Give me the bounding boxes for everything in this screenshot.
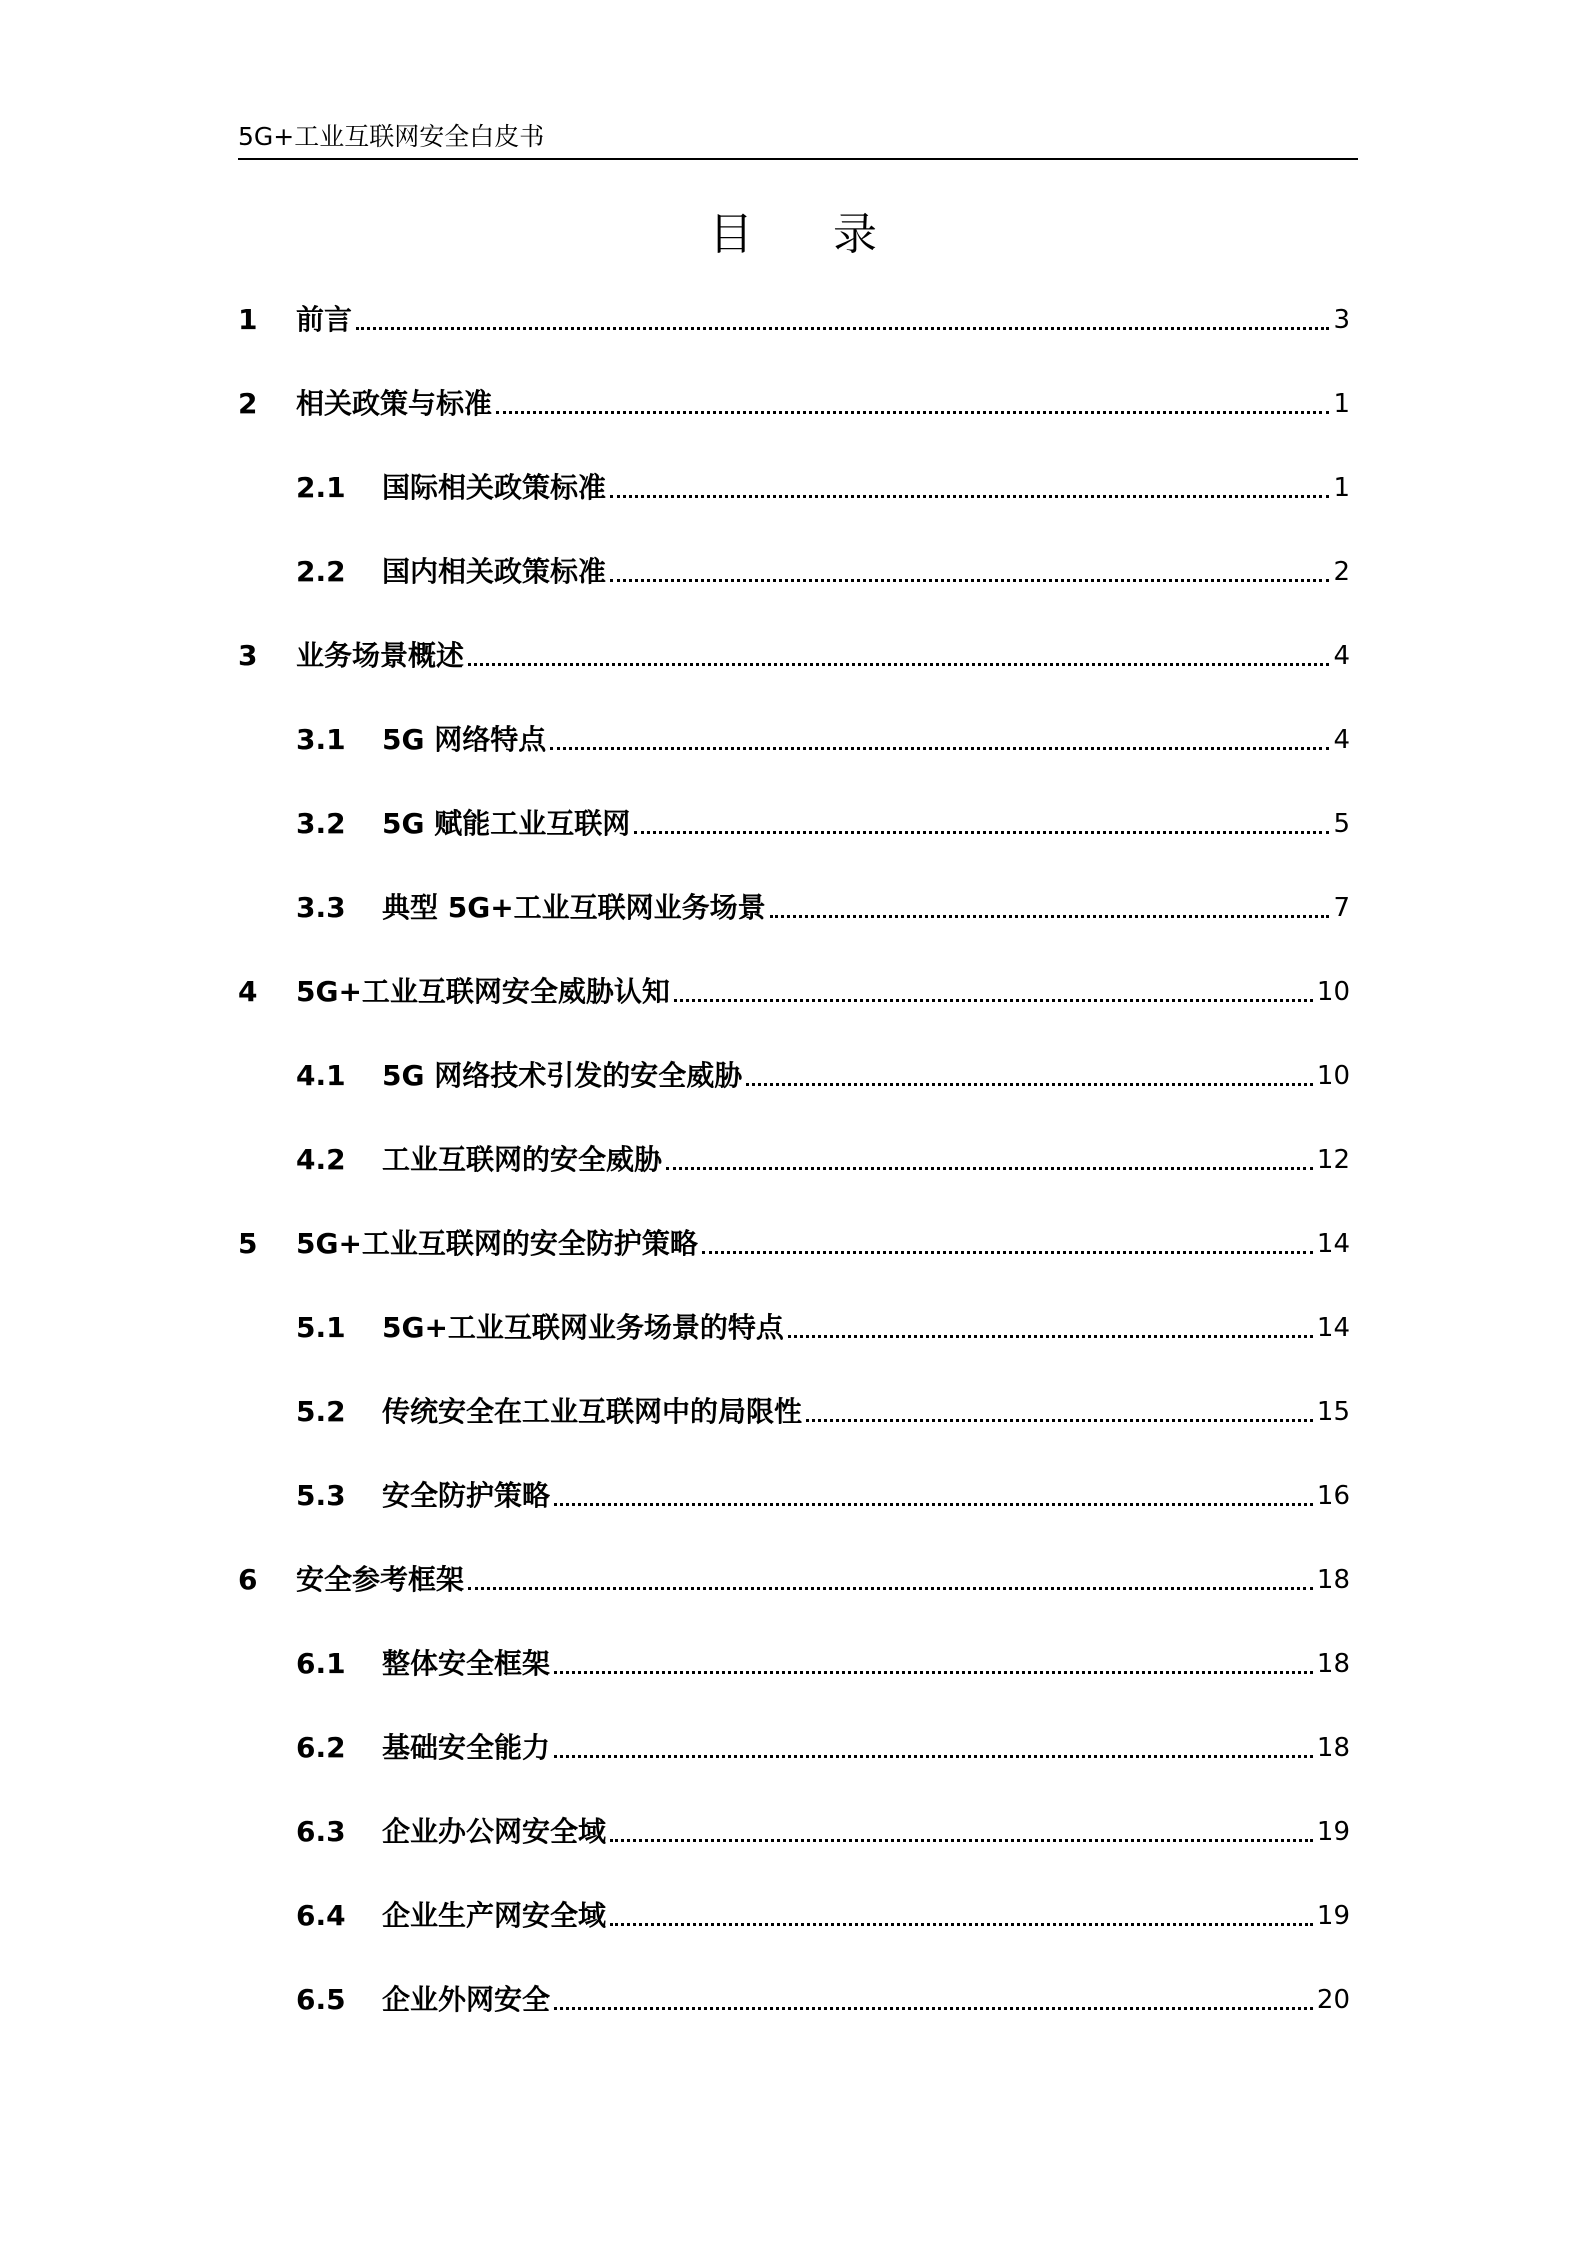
toc-entry[interactable]	[238, 636, 1350, 676]
toc-entry-page: 2	[1333, 557, 1350, 587]
toc-entry-number: 6.4	[296, 1899, 346, 1932]
toc-entry[interactable]	[238, 804, 1350, 844]
dot-leader	[468, 663, 1329, 666]
toc-entry[interactable]	[238, 468, 1350, 508]
toc-entry-number: 4	[238, 975, 258, 1008]
toc-entry-page: 18	[1316, 1733, 1350, 1763]
toc-entry[interactable]	[238, 552, 1350, 592]
dot-leader	[666, 1167, 1313, 1170]
toc-entry-label: 5G+工业互联网的安全防护策略	[296, 1227, 698, 1260]
toc-entry[interactable]	[238, 1056, 1350, 1096]
toc-entry-number: 3.2	[296, 807, 346, 840]
dot-leader	[554, 1755, 1313, 1758]
toc-entry-label: 业务场景概述	[296, 639, 465, 672]
toc-entry-label: 企业办公网安全域	[382, 1815, 607, 1848]
dot-leader	[806, 1419, 1313, 1422]
toc-entry[interactable]	[238, 300, 1350, 340]
toc-entry[interactable]	[238, 1308, 1350, 1348]
toc-entry-page: 16	[1316, 1481, 1350, 1511]
dot-leader	[770, 915, 1330, 918]
toc-entry-number: 6.5	[296, 1983, 346, 2016]
running-header-title: 5G+工业互联网安全白皮书	[238, 122, 545, 151]
toc-entry-page: 3	[1333, 305, 1350, 335]
toc-entry-page: 7	[1333, 893, 1350, 923]
toc-entry-page: 10	[1316, 977, 1350, 1007]
toc-entry[interactable]	[238, 720, 1350, 760]
toc-entry-page: 1	[1333, 473, 1350, 503]
dot-leader	[610, 495, 1329, 498]
toc-entry-number: 5.3	[296, 1479, 346, 1512]
toc-entry-page: 14	[1316, 1229, 1350, 1259]
toc-entry-page: 12	[1316, 1145, 1350, 1175]
toc-entry-label: 基础安全能力	[382, 1731, 551, 1764]
toc-entry-number: 2.1	[296, 471, 346, 504]
toc-entry-number: 2	[238, 387, 258, 420]
toc-entry[interactable]	[238, 384, 1350, 424]
toc-entry-label: 企业生产网安全域	[382, 1899, 607, 1932]
toc-entry-page: 4	[1333, 725, 1350, 755]
toc-entry-label: 安全参考框架	[296, 1563, 465, 1596]
toc-entry[interactable]	[238, 1644, 1350, 1684]
toc-entry[interactable]	[238, 1560, 1350, 1600]
toc-entry-page: 18	[1316, 1649, 1350, 1679]
toc-entry-label: 前言	[296, 303, 353, 336]
dot-leader	[674, 999, 1313, 1002]
dot-leader	[554, 2007, 1313, 2010]
dot-leader	[554, 1671, 1313, 1674]
toc-entry[interactable]	[238, 1896, 1350, 1936]
toc-entry-page: 1	[1333, 389, 1350, 419]
toc-entry[interactable]	[238, 1140, 1350, 1180]
dot-leader	[610, 1839, 1313, 1842]
toc-entry-number: 3.1	[296, 723, 346, 756]
toc-entry-label: 国际相关政策标准	[382, 471, 607, 504]
toc-entry-number: 6.3	[296, 1815, 346, 1848]
toc-title: 目录	[709, 209, 957, 260]
dot-leader	[610, 579, 1329, 582]
toc-entry-number: 4.1	[296, 1059, 346, 1092]
toc-entry-page: 15	[1316, 1397, 1350, 1427]
toc-entry[interactable]	[238, 888, 1350, 928]
dot-leader	[702, 1251, 1313, 1254]
toc-entry-label: 传统安全在工业互联网中的局限性	[382, 1395, 803, 1428]
toc-entry[interactable]	[238, 972, 1350, 1012]
toc-entry-number: 6.2	[296, 1731, 346, 1764]
toc-entry-label: 工业互联网的安全威胁	[382, 1143, 663, 1176]
dot-leader	[496, 411, 1329, 414]
toc-entry[interactable]	[238, 1392, 1350, 1432]
toc-entry-page: 4	[1333, 641, 1350, 671]
toc-entry-page: 19	[1316, 1817, 1350, 1847]
toc-entry-number: 6.1	[296, 1647, 346, 1680]
toc-entry-page: 5	[1333, 809, 1350, 839]
toc-entry-number: 5.2	[296, 1395, 346, 1428]
toc-entry-label: 5G 赋能工业互联网	[382, 807, 631, 840]
dot-leader	[634, 831, 1329, 834]
toc-entry-number: 4.2	[296, 1143, 346, 1176]
dot-leader	[788, 1335, 1313, 1338]
toc-entry-label: 安全防护策略	[382, 1479, 551, 1512]
dot-leader	[746, 1083, 1313, 1086]
toc-entry[interactable]	[238, 1224, 1350, 1264]
dot-leader	[468, 1587, 1313, 1590]
dot-leader	[554, 1503, 1313, 1506]
toc-entry-number: 3	[238, 639, 258, 672]
toc-entry-label: 典型 5G+工业互联网业务场景	[382, 891, 766, 924]
toc-entry-page: 18	[1316, 1565, 1350, 1595]
toc-entry-page: 14	[1316, 1313, 1350, 1343]
toc-entry-label: 5G 网络技术引发的安全威胁	[382, 1059, 743, 1092]
toc-entry[interactable]	[238, 1728, 1350, 1768]
dot-leader	[610, 1923, 1313, 1926]
toc-entry-page: 19	[1316, 1901, 1350, 1931]
toc-entry-label: 相关政策与标准	[296, 387, 493, 420]
toc-entry-page: 20	[1316, 1985, 1350, 2015]
toc-entry-number: 1	[238, 303, 258, 336]
running-header	[238, 118, 1358, 160]
toc-entry-label: 企业外网安全	[382, 1983, 551, 2016]
dot-leader	[356, 327, 1329, 330]
toc-entry-number: 6	[238, 1563, 258, 1596]
toc-entry-label: 5G+工业互联网业务场景的特点	[382, 1311, 784, 1344]
toc-entry-page: 10	[1316, 1061, 1350, 1091]
toc-entry-number: 3.3	[296, 891, 346, 924]
toc-entry-label: 整体安全框架	[382, 1647, 551, 1680]
toc-entry[interactable]	[238, 1476, 1350, 1516]
toc-entry-number: 2.2	[296, 555, 346, 588]
dot-leader	[550, 747, 1329, 750]
toc-entry[interactable]	[238, 1812, 1350, 1852]
toc-entry[interactable]	[238, 1980, 1350, 2020]
toc-entry-label: 国内相关政策标准	[382, 555, 607, 588]
toc-entry-label: 5G 网络特点	[382, 723, 547, 756]
toc-entry-label: 5G+工业互联网安全威胁认知	[296, 975, 670, 1008]
toc-entry-number: 5	[238, 1227, 258, 1260]
toc-entry-number: 5.1	[296, 1311, 346, 1344]
